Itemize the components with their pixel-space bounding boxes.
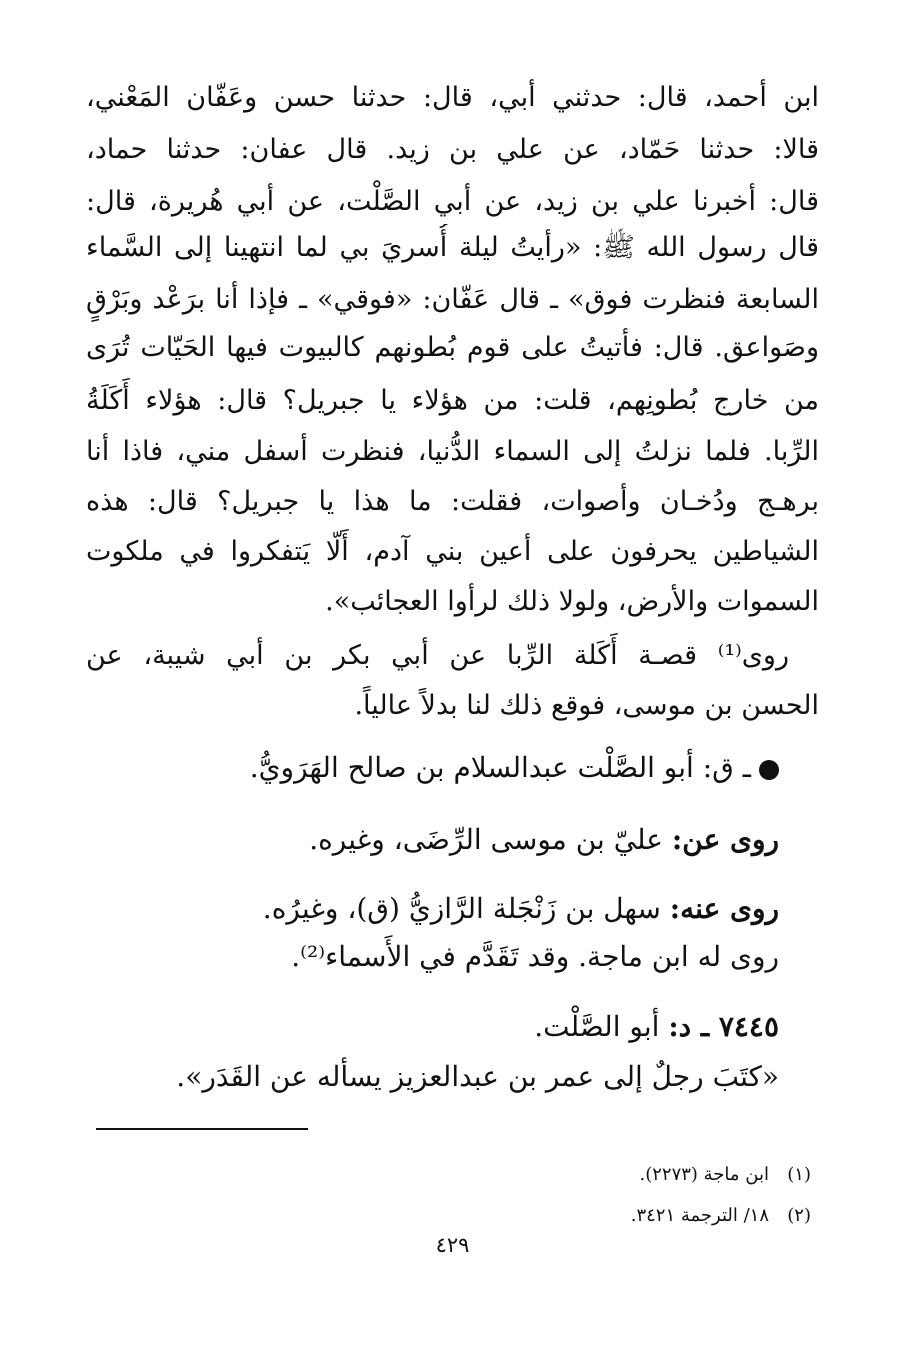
entry-name: أبو الصَّلْت. (534, 1010, 660, 1043)
rawa-an-label: روى عن: (671, 823, 779, 856)
text-line-4: قال رسول الله ﷺ: «رأيتُ ليلة أُسريَ بي لما انتهينا إلى السَّماء (86, 232, 819, 263)
footnote-separator (96, 1128, 308, 1130)
bullet-icon (759, 760, 779, 780)
text-line-5: السابعة فنظرت فوق» ـ قال عَفّان: «فوقي» ـ فإذا أنا برَعْد وبَرْقٍ (86, 284, 819, 315)
entry-quote: «كتَبَ رجلٌ إلى عمر بن عبدالعزيز يسأله عن القَدَر». (176, 1060, 779, 1093)
text-line-6: وصَواعق. قال: فأتيتُ على قوم بُطونهم كالبيوت فيها الحَيّات تُرَى (86, 332, 819, 363)
text-line-8: الرِّبا. فلما نزلتُ إلى السماء الدُّنيا، فنظرت أسفل مني، فاذا أنا (86, 436, 819, 467)
rawa-anhu-label: روى عنه: (669, 892, 779, 925)
entry-note: روى له ابن ماجة. وقد تَقَدَّم في الأَسماء⁽²⁾. (291, 940, 779, 973)
text-line-1: ابن أحمد، قال: حدثني أبي، قال: حدثنا حسن وعَفّان المَعْني، (86, 82, 819, 113)
rawa-anhu-text: سهل بن زَنْجَلة الرَّازيُّ (ق)، وغيرُه. (262, 892, 661, 925)
text-line-10: الشياطين يحرفون على أعين بني آدم، أَلّا يَتفكروا في ملكوت (86, 536, 819, 567)
text-line-9: برهـج ودُخـان وأصوات، فقلت: ما هذا يا جبريل؟ قال: هذه (86, 486, 819, 517)
text-line-11: السموات والأرض، ولولا ذلك لرأوا العجائب». (325, 586, 819, 617)
footnote-1: (١)ابن ماجة (٢٢٧٣). (639, 1164, 811, 1185)
text-line-3: قال: أخبرنا علي بن زيد، عن أبي الصَّلْت، عن أبي هُريرة، قال: (86, 186, 819, 217)
page-number: ٤٢٩ (435, 1233, 470, 1257)
rawa-anhu-line (46, 884, 779, 934)
footnote-2: (٢)١٨/ الترجمة ٣٤٢١. (630, 1205, 811, 1226)
rawa-an-text: عليّ بن موسى الرِّضَى، وغيره. (309, 823, 664, 856)
entry-heading-1: ـ ق: أبو الصَّلْت عبدالسلام بن صالح الهَرَويُّ. (86, 743, 819, 793)
text-line-2: قالا: حدثنا حَمّاد، عن علي بن زيد. قال عفان: حدثنا حماد، (86, 134, 819, 165)
text-line-7: من خارج بُطونِهم، قلت: من هؤلاء يا جبريل؟ قال: هؤلاء أَكَلَةُ (86, 385, 819, 416)
entry-number: ٧٤٤٥ ـ د: (668, 1010, 779, 1043)
riwaya-line-1: روى⁽¹⁾ قصـة أَكَلة الرِّبا عن أبي بكر بن أبي شيبة، عن (86, 640, 789, 671)
rawa-an-line (46, 815, 779, 865)
entry-heading-2 (46, 1002, 779, 1052)
riwaya-line-2: الحسن بن موسى، فوقع ذلك لنا بدلاً عالياً. (354, 690, 819, 721)
